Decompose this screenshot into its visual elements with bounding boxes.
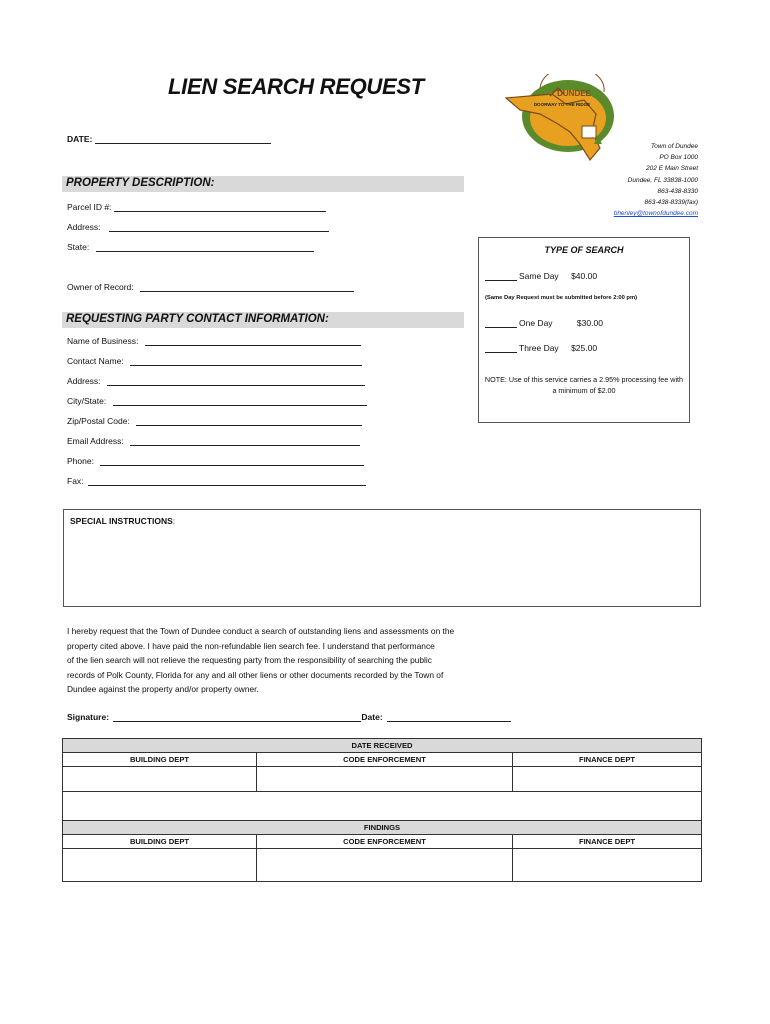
parcel-row xyxy=(67,202,326,212)
special-instructions-box[interactable] xyxy=(63,509,701,607)
building-findings-cell[interactable] xyxy=(63,849,257,882)
date-field[interactable] xyxy=(95,134,271,144)
property-address-field[interactable] xyxy=(109,222,329,232)
col-finance-dept: FINANCE DEPT xyxy=(513,753,702,767)
business-row xyxy=(67,336,361,346)
special-instructions-label: SPECIAL INSTRUCTIONS xyxy=(70,516,173,526)
state-field[interactable] xyxy=(96,242,314,252)
option-one-day xyxy=(485,318,603,328)
town-phone: 863-438-8330 xyxy=(657,187,698,195)
signature-date-field[interactable] xyxy=(387,712,511,722)
one-day-price: $30.00 xyxy=(576,318,603,328)
three-day-price: $25.00 xyxy=(571,343,598,353)
property-section-header xyxy=(62,176,464,192)
search-type-box xyxy=(478,237,690,423)
city-state-field[interactable] xyxy=(113,396,367,406)
statement-line: property cited above. I have paid the non-refundable lien search fee. I understand that performance xyxy=(67,640,435,651)
town-po-box: PO Box 1000 xyxy=(659,154,698,162)
owner-field[interactable] xyxy=(140,282,354,292)
zip-row xyxy=(67,416,362,426)
col-building-dept: BUILDING DEPT xyxy=(63,835,257,849)
town-address xyxy=(614,141,698,219)
contact-address-label: Address: xyxy=(67,376,101,386)
signature-row xyxy=(67,712,511,722)
contact-address-field[interactable] xyxy=(107,376,365,386)
town-street: 202 E Main Street xyxy=(645,165,698,173)
property-address-label: Address: xyxy=(67,222,101,232)
city-state-row xyxy=(67,396,367,406)
statement-line: records of Polk County, Florida for any and all other liens or other documents recorded by the Town of xyxy=(67,669,444,680)
col-code-enforcement: CODE ENFORCEMENT xyxy=(257,835,513,849)
statement-line: I hereby request that the Town of Dundee conduct a search of outstanding liens and assessments on the xyxy=(67,626,455,636)
town-fax: 863-438-8339(fax) xyxy=(644,199,698,207)
one-day-checkbox[interactable] xyxy=(485,318,517,328)
phone-field[interactable] xyxy=(100,456,364,466)
search-type-heading: TYPE OF SEARCH xyxy=(544,245,624,255)
col-building-dept: BUILDING DEPT xyxy=(63,753,257,767)
signature-field[interactable] xyxy=(113,712,361,722)
state-label: State: xyxy=(67,242,90,252)
page-title: LIEN SEARCH REQUEST xyxy=(168,74,424,99)
date-received-header: DATE RECEIVED xyxy=(63,739,702,753)
phone-label: Phone: xyxy=(67,456,94,466)
one-day-label: One Day xyxy=(519,318,553,328)
property-address-row xyxy=(67,222,329,232)
signature-date-label: Date: xyxy=(361,712,383,722)
fax-label: Fax: xyxy=(67,476,84,486)
grid-spacer xyxy=(63,792,702,821)
fax-row xyxy=(67,476,366,486)
same-day-price: $40.00 xyxy=(571,271,598,281)
logo-tagline: DOORWAY TO THE RIDGE xyxy=(533,102,591,107)
town-logo xyxy=(500,74,622,168)
three-day-label: Three Day xyxy=(519,343,559,353)
contact-address-row xyxy=(67,376,365,386)
building-date-cell[interactable] xyxy=(63,767,257,792)
signature-label: Signature: xyxy=(67,712,110,722)
statement-line: Dundee against the property and/or property owner. xyxy=(67,684,259,694)
code-date-cell[interactable] xyxy=(257,767,513,792)
three-day-checkbox[interactable] xyxy=(485,343,517,353)
logo-town-name: DUNDEE xyxy=(557,89,591,98)
state-row xyxy=(67,242,314,252)
owner-row xyxy=(67,282,354,292)
parcel-label: Parcel ID #: xyxy=(67,202,112,212)
special-instructions-colon: : xyxy=(172,516,176,526)
town-name: Town of Dundee xyxy=(650,143,698,150)
city-state-label: City/State: xyxy=(67,396,107,406)
email-row xyxy=(67,436,360,446)
zip-label: Zip/Postal Code: xyxy=(67,416,130,426)
same-day-checkbox[interactable] xyxy=(485,271,517,281)
contact-section-header xyxy=(62,312,464,328)
findings-header: FINDINGS xyxy=(63,821,702,835)
statement-line: of the lien search will not relieve the requesting party from the responsibility of searching the public xyxy=(67,655,432,665)
office-use-table xyxy=(62,738,702,882)
fee-note: NOTE: Use of this service carries a 2.95% processing fee with a minimum of $2.00 xyxy=(484,375,684,395)
parcel-field[interactable] xyxy=(114,202,326,212)
owner-label: Owner of Record: xyxy=(67,282,134,292)
same-day-label: Same Day xyxy=(519,271,559,281)
email-label: Email Address: xyxy=(67,436,124,446)
code-findings-cell[interactable] xyxy=(257,849,513,882)
email-field[interactable] xyxy=(130,436,360,446)
finance-date-cell[interactable] xyxy=(513,767,702,792)
contact-name-label: Contact Name: xyxy=(67,356,124,366)
zip-field[interactable] xyxy=(136,416,362,426)
town-city: Dundee, FL 33838-1000 xyxy=(627,176,698,184)
option-same-day xyxy=(485,271,597,281)
special-instructions-title xyxy=(70,516,175,526)
col-code-enforcement: CODE ENFORCEMENT xyxy=(257,753,513,767)
town-email-link[interactable]: bhenley@townofdundee.com xyxy=(613,210,698,218)
property-heading: PROPERTY DESCRIPTION: xyxy=(66,177,215,189)
option-three-day xyxy=(485,343,597,353)
business-field[interactable] xyxy=(145,336,361,346)
fax-field[interactable] xyxy=(88,476,366,486)
business-label: Name of Business: xyxy=(67,336,139,346)
phone-row xyxy=(67,456,364,466)
same-day-note: (Same Day Request must be submitted before 2:00 pm) xyxy=(485,295,638,301)
contact-heading: REQUESTING PARTY CONTACT INFORMATION: xyxy=(66,313,329,325)
contact-name-field[interactable] xyxy=(130,356,362,366)
date-row xyxy=(67,134,271,144)
date-label: DATE: xyxy=(67,134,93,144)
contact-name-row xyxy=(67,356,362,366)
statement-paragraph xyxy=(67,624,527,697)
finance-findings-cell[interactable] xyxy=(513,849,702,882)
col-finance-dept: FINANCE DEPT xyxy=(513,835,702,849)
